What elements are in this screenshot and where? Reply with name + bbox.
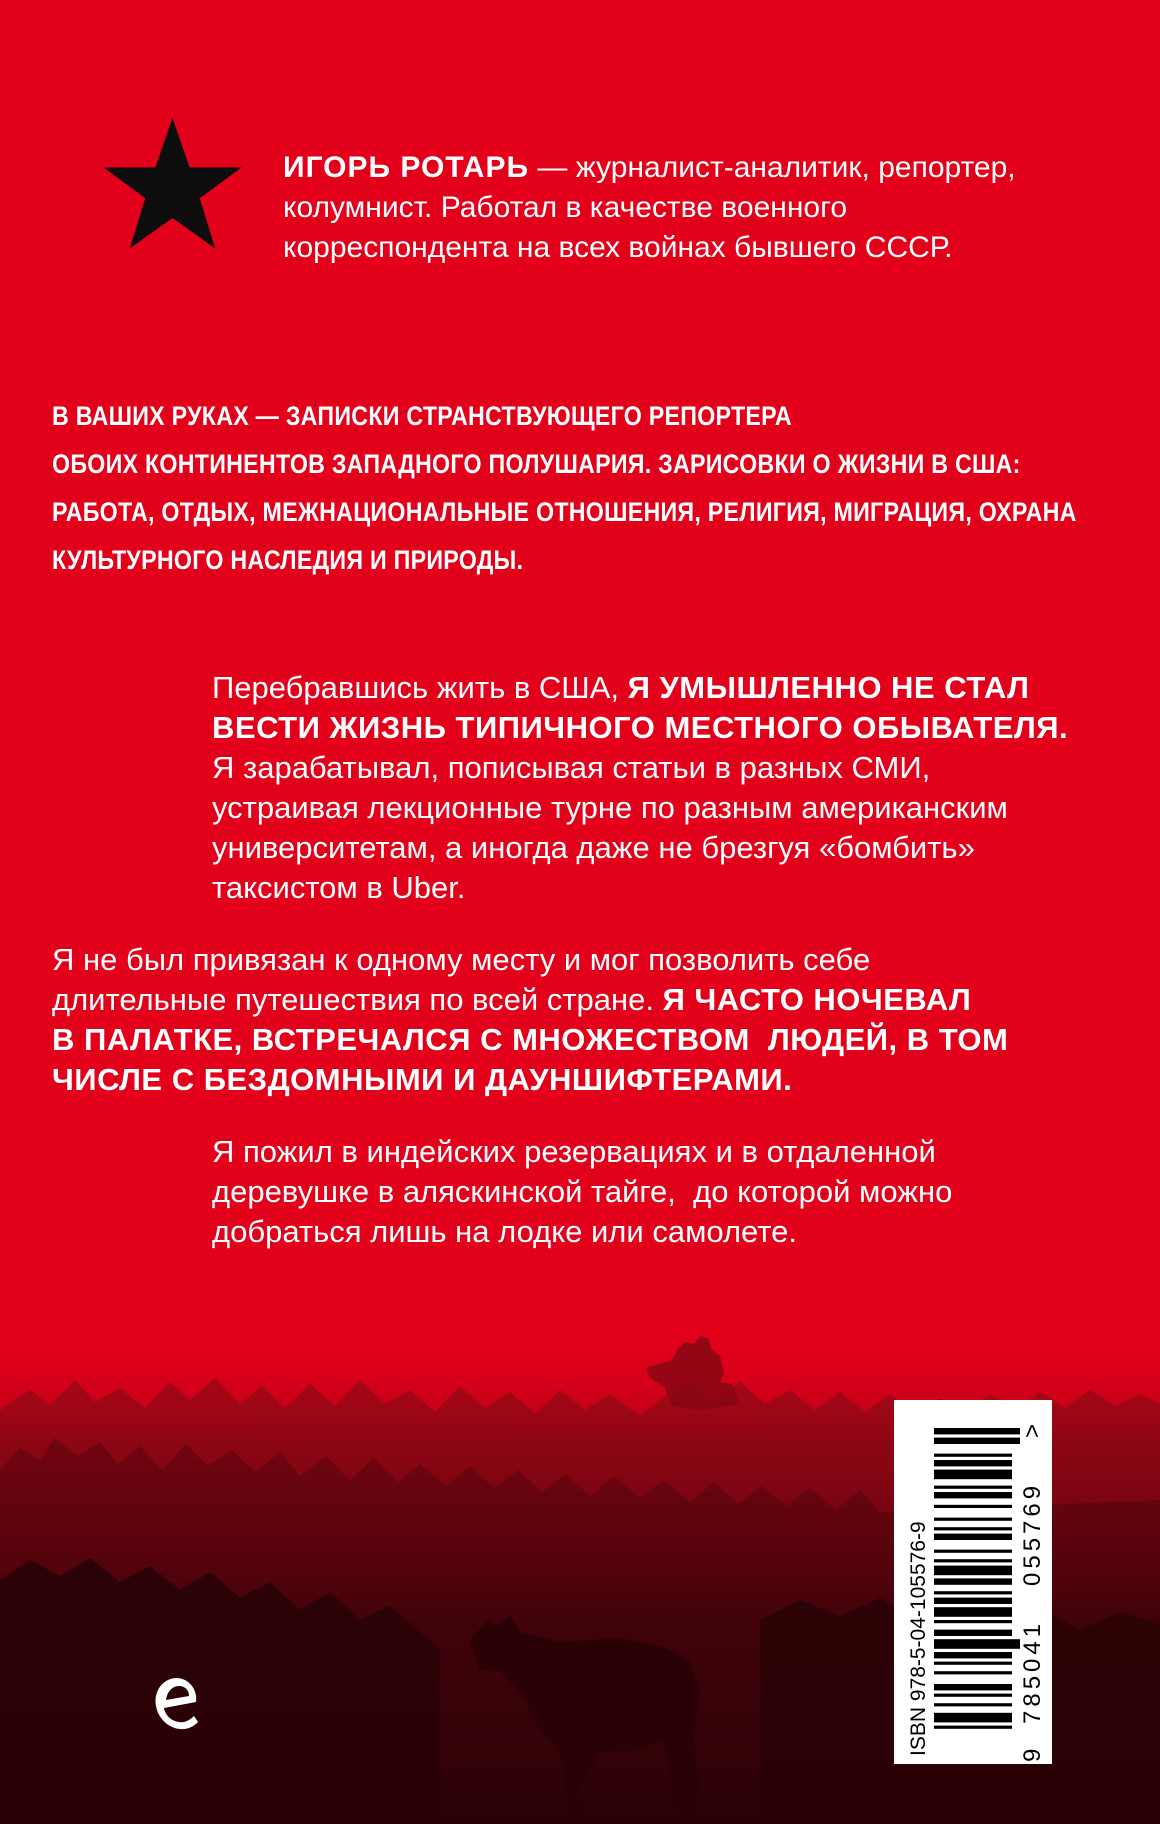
author-bio (283, 148, 1043, 268)
author-bio-line-2: колумнист. Работал в качестве военного (283, 191, 848, 224)
barcode-bar (934, 1591, 1012, 1594)
barcode-bar (934, 1454, 1012, 1457)
paragraph-2-line-2-bold: Я ЧАСТО НОЧЕВАЛ (662, 982, 972, 1017)
barcode-label (894, 1400, 1052, 1764)
intro-line: КУЛЬТУРНОГО НАСЛЕДИЯ И ПРИРОДЫ. (52, 545, 524, 575)
barcode-bar (934, 1662, 1012, 1665)
ean-group-2: 055769 (1019, 1481, 1046, 1586)
ean-first-digit: 9 (1019, 1748, 1046, 1762)
barcode-bar (934, 1578, 1012, 1584)
paragraph-1 (212, 668, 1112, 908)
barcode-bar (934, 1527, 1012, 1530)
author-bio-line-1-rest: — журналист-аналитик, репортер, (529, 151, 1016, 184)
paragraph-2-line-3 (52, 1020, 1112, 1060)
barcode-bar (934, 1607, 1012, 1617)
publisher-logo-icon (152, 1672, 200, 1734)
barcode-bar (934, 1620, 1012, 1623)
paragraph-2-line-4-bold: ЧИСЛЕ С БЕЗДОМНЫМИ И ДАУНШИФТЕРАМИ. (52, 1062, 793, 1097)
barcode-bar (934, 1684, 1012, 1690)
barcode-bar (934, 1518, 1012, 1521)
paragraph-1-line-1 (212, 668, 1112, 708)
paragraph-1-line-6: таксистом в Uber. (212, 870, 466, 905)
intro-line: ОБОИХ КОНТИНЕНТОВ ЗАПАДНОГО ПОЛУШАРИЯ. ЗАРИСОВКИ О ЖИЗНИ В США: (52, 449, 1021, 479)
barcode-bar (934, 1598, 1012, 1604)
barcode-bar (934, 1559, 1012, 1562)
barcode-bar (934, 1694, 1012, 1697)
ean-quiet-zone: > (1019, 1423, 1046, 1438)
barcode-bar (934, 1460, 1012, 1466)
isbn-text: ISBN 978-5-04-105576-9 (907, 1521, 930, 1756)
paragraph-1-line-2-bold: ВЕСТИ ЖИЗНЬ ТИПИЧНОГО МЕСТНОГО ОБЫВАТЕЛЯ. (212, 710, 1069, 745)
paragraph-1-line-2 (212, 708, 1112, 748)
paragraph-3-line-1: Я пожил в индейских резервациях и в отдаленной (212, 1134, 936, 1169)
paragraph-1-line-1-normal: Перебравшись жить в США, (212, 670, 628, 705)
barcode-bar (934, 1438, 1020, 1444)
barcode-bar (934, 1505, 1012, 1508)
paragraph-2-line-4 (52, 1060, 1112, 1100)
barcode-bar (934, 1534, 1012, 1540)
barcode-bar (934, 1550, 1012, 1553)
barcode-bar (934, 1566, 1012, 1576)
paragraph-2-line-1: Я не был привязан к одному месту и мог позволить себе (52, 942, 871, 977)
ean-digits (1018, 1400, 1048, 1764)
intro-line: РАБОТА, ОТДЫХ, МЕЖНАЦИОНАЛЬНЫЕ ОТНОШЕНИЯ, РЕЛИГИЯ, МИГРАЦИЯ, ОХРАНА (52, 497, 1077, 527)
ean-group-1: 785041 (1019, 1619, 1046, 1724)
red-star-icon (100, 115, 245, 260)
author-name: ИГОРЬ РОТАРЬ (283, 151, 530, 184)
paragraph-1-line-3: Я зарабатывал, пописывая статьи в разных СМИ, (212, 750, 931, 785)
paragraph-3-line-3: добраться лишь на лодке или самолете. (212, 1214, 797, 1249)
barcode-bar (934, 1470, 1012, 1480)
paragraph-3-line-2: деревушке в аляскинской тайге, до которой можно (212, 1174, 953, 1209)
barcode-bar (934, 1726, 1012, 1729)
barcode-bar (934, 1486, 1012, 1489)
paragraph-1-line-5: университетам, а иногда даже не брезгуя «бомбить» (212, 830, 975, 865)
paragraph-3 (212, 1132, 1112, 1252)
paragraph-1-line-4: устраивая лекционные турне по разным американским (212, 790, 1008, 825)
paragraph-2-line-2 (52, 980, 1112, 1020)
barcode-bar (934, 1652, 1012, 1658)
paragraph-2-line-2-normal: длительные путешествия по всей стране. (52, 982, 663, 1017)
paragraph-1-line-1-bold: Я УМЫШЛЕННО НЕ СТАЛ (627, 670, 1030, 705)
author-bio-line-3: корреспондента на всех войнах бывшего СССР. (283, 231, 953, 264)
intro-line: В ВАШИХ РУКАХ — ЗАПИСКИ СТРАНСТВУЮЩЕГО РЕПОРТЕРА (52, 401, 792, 431)
paragraph-2 (52, 940, 1112, 1100)
paragraph-2-line-3-bold: В ПАЛАТКЕ, ВСТРЕЧАЛСЯ С МНОЖЕСТВОМ ЛЮДЕЙ, В ТОМ (52, 1022, 1009, 1057)
intro-block (52, 392, 1077, 584)
barcode-bars (934, 1428, 1020, 1729)
author-bio-line-1 (283, 148, 1043, 188)
barcode-bar (934, 1671, 1012, 1674)
barcode-bar (934, 1639, 1020, 1649)
barcode-bar (934, 1428, 1020, 1434)
barcode-bar (934, 1630, 1012, 1636)
barcode-bar (934, 1713, 1012, 1723)
barcode-bar (934, 1492, 1012, 1498)
barcode-bar (934, 1703, 1012, 1706)
